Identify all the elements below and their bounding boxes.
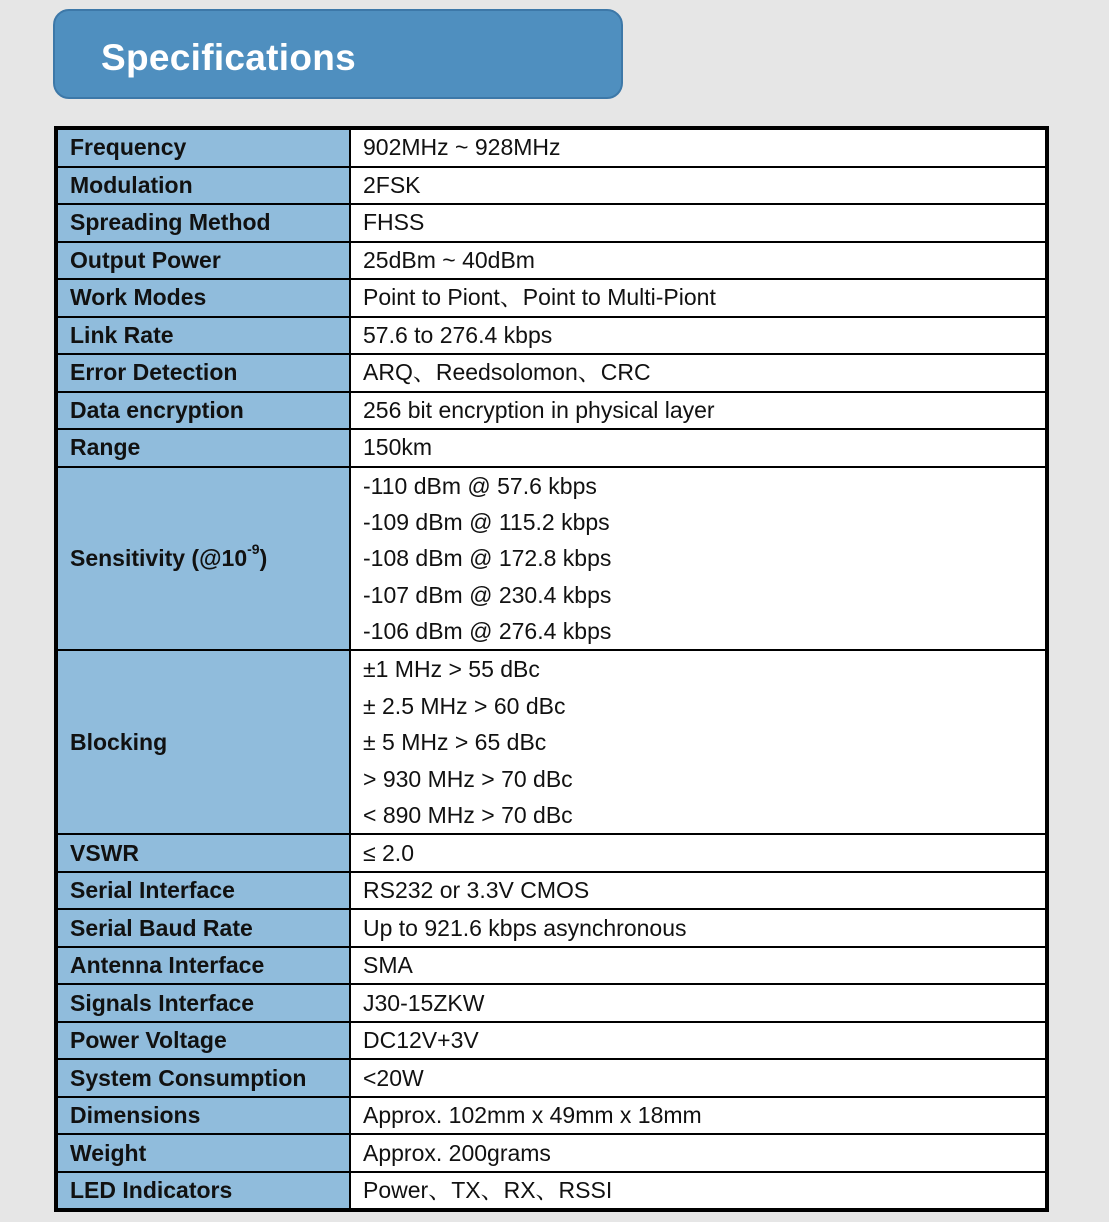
spec-label: VSWR	[56, 834, 350, 872]
blocking-value-line: ±1 MHz > 55 dBc	[363, 656, 540, 683]
spec-value: 25dBm ~ 40dBm	[350, 242, 1047, 280]
sensitivity-label-text: Sensitivity (@10	[70, 544, 248, 571]
spec-label-sensitivity	[56, 467, 350, 651]
spec-label: Antenna Interface	[56, 947, 350, 985]
spec-value: 150km	[350, 429, 1047, 467]
spec-value: FHSS	[350, 204, 1047, 242]
spec-value: <20W	[350, 1059, 1047, 1097]
spec-label: Serial Interface	[56, 872, 350, 910]
spec-label: Weight	[56, 1134, 350, 1172]
spec-value-blocking	[350, 650, 1047, 834]
table-row-sensitivity	[56, 467, 1047, 651]
table-row	[56, 279, 1047, 317]
table-row	[56, 204, 1047, 242]
spec-value: Point to Piont、Point to Multi-Piont	[350, 279, 1047, 317]
sensitivity-value-line: -108 dBm @ 172.8 kbps	[363, 545, 612, 572]
spec-value: 902MHz ~ 928MHz	[350, 128, 1047, 167]
spec-value: Power、TX、RX、RSSI	[350, 1172, 1047, 1211]
blocking-value-line: ± 2.5 MHz > 60 dBc	[363, 692, 566, 719]
spec-value: ARQ、Reedsolomon、CRC	[350, 354, 1047, 392]
spec-label: Data encryption	[56, 392, 350, 430]
table-row	[56, 1097, 1047, 1135]
spec-label: Signals Interface	[56, 984, 350, 1022]
spec-value: 256 bit encryption in physical layer	[350, 392, 1047, 430]
sensitivity-value-line: -110 dBm @ 57.6 kbps	[363, 472, 597, 499]
table-row	[56, 909, 1047, 947]
sensitivity-value-line: -109 dBm @ 115.2 kbps	[363, 508, 610, 535]
specifications-table	[54, 126, 1049, 1212]
spec-value: SMA	[350, 947, 1047, 985]
table-row	[56, 317, 1047, 355]
spec-label: Serial Baud Rate	[56, 909, 350, 947]
spec-value-sensitivity	[350, 467, 1047, 651]
table-row	[56, 1172, 1047, 1211]
table-row	[56, 834, 1047, 872]
table-row	[56, 1059, 1047, 1097]
spec-value: 57.6 to 276.4 kbps	[350, 317, 1047, 355]
blocking-value-line: ± 5 MHz > 65 dBc	[363, 729, 547, 756]
spec-label: Output Power	[56, 242, 350, 280]
spec-label: Modulation	[56, 167, 350, 205]
table-row	[56, 984, 1047, 1022]
specifications-banner	[53, 9, 623, 99]
spec-label: Work Modes	[56, 279, 350, 317]
table-row	[56, 1022, 1047, 1060]
page-title: Specifications	[101, 37, 357, 78]
table-row	[56, 947, 1047, 985]
spec-label: Power Voltage	[56, 1022, 350, 1060]
spec-label-blocking: Blocking	[56, 650, 350, 834]
sensitivity-exponent: -9	[247, 541, 260, 558]
table-row	[56, 354, 1047, 392]
spec-label: Range	[56, 429, 350, 467]
spec-value: 2FSK	[350, 167, 1047, 205]
spec-label: System Consumption	[56, 1059, 350, 1097]
spec-label: Error Detection	[56, 354, 350, 392]
spec-label: Frequency	[56, 128, 350, 167]
table-row	[56, 392, 1047, 430]
spec-value: Approx. 102mm x 49mm x 18mm	[350, 1097, 1047, 1135]
table-row	[56, 429, 1047, 467]
spec-value: DC12V+3V	[350, 1022, 1047, 1060]
spec-value: J30-15ZKW	[350, 984, 1047, 1022]
spec-value: Up to 921.6 kbps asynchronous	[350, 909, 1047, 947]
spec-label: Spreading Method	[56, 204, 350, 242]
sensitivity-value-line: -107 dBm @ 230.4 kbps	[363, 581, 612, 608]
spec-label: Dimensions	[56, 1097, 350, 1135]
table-row	[56, 1134, 1047, 1172]
table-row	[56, 872, 1047, 910]
blocking-value-line: > 930 MHz > 70 dBc	[363, 765, 573, 792]
table-row	[56, 242, 1047, 280]
spec-value: Approx. 200grams	[350, 1134, 1047, 1172]
table-row	[56, 128, 1047, 167]
spec-value: ≤ 2.0	[350, 834, 1047, 872]
sensitivity-value-line: -106 dBm @ 276.4 kbps	[363, 618, 612, 645]
sensitivity-label-close: )	[259, 544, 268, 571]
spec-value: RS232 or 3.3V CMOS	[350, 872, 1047, 910]
table-row	[56, 167, 1047, 205]
blocking-value-line: < 890 MHz > 70 dBc	[363, 802, 573, 829]
table-row-blocking	[56, 650, 1047, 834]
spec-label: LED Indicators	[56, 1172, 350, 1211]
spec-label: Link Rate	[56, 317, 350, 355]
